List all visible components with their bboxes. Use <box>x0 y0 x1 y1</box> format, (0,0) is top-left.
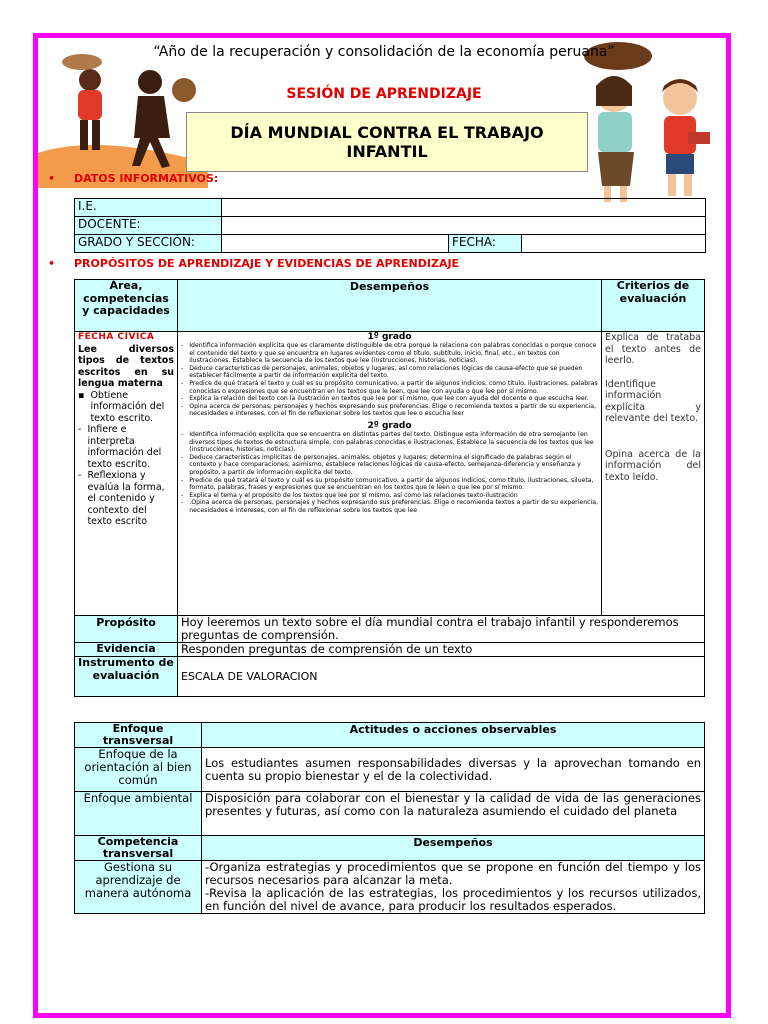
enfoques-table <box>74 722 705 914</box>
header-criterios: Criterios de evaluación <box>602 280 705 332</box>
desempeno-item: - Explica la relación del texto con la ilustración en textos que lee por sí mismo, que lee con ayuda del docente o que escucha leer. <box>181 395 589 403</box>
actitudes-header: Actitudes o acciones observables <box>202 723 705 748</box>
child-labor-illustration-left <box>38 38 208 188</box>
desempeno-item: - Explica el tema y el propósito de los textos que lee por sí mismo, así como las relaciones texto-ilustración <box>181 491 518 499</box>
capacidad-item: ▪ Obtiene información del texto escrito. <box>78 389 165 424</box>
capacidad-item: - Infiere e interpreta información del texto escrito. <box>78 424 162 470</box>
grado-label: GRADO Y SECCIÓN: <box>75 235 222 253</box>
fecha-value[interactable] <box>522 235 706 253</box>
grado-value[interactable] <box>222 235 449 253</box>
header-area: Área, competencias y capacidades <box>75 280 178 332</box>
desempeno-item: - .Opina acerca de personas, personajes y hechos expresando sus preferencias. Elige o recomienda textos a partir de su experiencia, necesidades e intereses, con el fin de reflexionar sobre los textos que lee <box>181 499 598 514</box>
info-table <box>74 198 706 253</box>
grade-1-heading: 1º grado <box>367 332 412 342</box>
ie-value[interactable] <box>222 199 706 217</box>
propositos-table <box>74 279 705 697</box>
instrumento-text: ESCALA DE VALORACION <box>178 657 705 697</box>
header-desempenos: Desempeños <box>178 280 602 332</box>
enfoque-ambiental-label: Enfoque ambiental <box>75 792 202 836</box>
desempeno-item: - Deduce características de personajes, animales, objetos y lugares, así como relaciones lógicas de causa-efecto que se pueden establecer fácilmente a partir de información explícita del texto. <box>181 364 583 380</box>
desempeno-item: - Opina acerca de personas, personajes y hechos expresando sus preferencias. Elige o recomienda textos a partir de su experiencia, necesidades e intereses, con el fin de reflexionar sobre los textos que lee o escucha leer <box>181 402 597 418</box>
desempeno-item: - Predice de qué tratará el texto y cuál es su propósito comunicativo, a partir de algunos indicios, como título, ilustraciones, silueta, formato, palabras, frases y expresiones que se encuentran en los textos que le leen o que lee por sí mismo. <box>181 476 594 492</box>
criterio-item: Identifique información explícita y relevante del texto. <box>605 378 701 424</box>
year-motto: “Año de la recuperación y consolidación de la economía peruana” <box>153 44 615 60</box>
criterios-cell <box>602 332 705 616</box>
proposito-label: Propósito <box>75 616 178 643</box>
session-label: SESIÓN DE APRENDIZAJE <box>286 86 482 102</box>
enfoque-bien-comun-text: Los estudiantes asumen responsabilidades diversas y la aprovechan tomando en cuenta su propio bienestar y el de la colectividad. <box>202 748 705 792</box>
desempeno-item: - Identifica información explícita que es claramente distinguible de otra porque la relaciona con palabras conocidas o porque conoce el contenido del texto y que se encuentra en lugares evidentes como el título, subtítulo, inicio, final, etc., en textos con ilustraciones. Establece la secuencia de los textos que lee (instrucciones, historias, noticias). <box>181 342 597 365</box>
docente-label: DOCENTE: <box>75 217 222 235</box>
grade-1-list <box>181 342 598 418</box>
child-labor-illustration-right <box>568 36 728 206</box>
section-datos-informativos: • DATOS INFORMATIVOS: <box>74 172 218 185</box>
gestiona-label: Gestiona su aprendizaje de manera autónoma <box>75 861 202 914</box>
desempeno-item: - Identifica información explícita que se encuentra en distintas partes del texto. Distingue esta información de otra semejante (en diversos tipos de textos de estructura simple, con palabras conocidas e ilustraciones. Establece la secuencia de los textos que lee (instrucciones, historias, noticias). <box>181 430 594 454</box>
instrumento-label: Instrumento de evaluación <box>75 657 178 697</box>
desempenos-cell <box>178 332 602 616</box>
fecha-label: FECHA: <box>449 235 522 253</box>
desempeno-item: - Deduce características implícitas de personajes, animales, objetos y lugares; determina el significado de palabras según el contexto y hace comparaciones; asimismo, establece relaciones lógicas de causa-efecto, semejanza-diferencia y enseñanza y propósito, a partir de información explícita del texto. <box>181 453 581 476</box>
evidencia-label: Evidencia <box>75 643 178 657</box>
gestiona-item: -Organiza estrategias y procedimientos que se propone en función del tiempo y los recursos necesarios para alcanzar la meta. <box>205 860 701 887</box>
proposito-text: Hoy leeremos un texto sobre el día mundial contra el trabajo infantil y responderemos preguntas de comprensión. <box>178 616 705 643</box>
criterio-item: Opina acerca de la información del texto leído. <box>605 448 701 483</box>
capacidad-item: - Reflexiona y evalúa la forma, el contenido y contexto del texto escrito <box>78 470 165 527</box>
enfoque-bien-comun-label: Enfoque de la orientación al bien común <box>75 748 202 792</box>
desempenos-header-2: Desempeños <box>202 836 705 861</box>
area-cell <box>75 332 178 616</box>
gestiona-text <box>202 861 705 914</box>
criterio-item: Explica de trataba el texto antes de leerlo. <box>605 332 701 366</box>
desempeno-item: - Predice de qué tratará el texto y cuál es su propósito comunicativo, a partir de algunos indicios, como título, ilustraciones, palabras conocidas o expresiones que se encuentran en los textos que le leen, que lee con ayuda o que lee por sí mismo. <box>181 379 598 395</box>
fecha-civica: FECHA CIVICA <box>78 332 155 342</box>
page-title: DÍA MUNDIAL CONTRA EL TRABAJO INFANTIL <box>186 112 588 172</box>
gestiona-item: -Revisa la aplicación de las estrategias, los procedimientos y los recursos utilizados, en función del nivel de avance, para producir los resultados esperados. <box>205 886 701 913</box>
grade-2-list <box>181 431 598 515</box>
competencia-text: Lee diversos tipos de textos escritos en su lengua materna <box>78 343 174 389</box>
competencia-header: Competencia transversal <box>75 836 202 861</box>
enfoque-header: Enfoque transversal <box>75 723 202 748</box>
section-propositos: • PROPÓSITOS DE APRENDIZAJE Y EVIDENCIAS DE APRENDIZAJE <box>74 257 459 270</box>
evidencia-text: Responden preguntas de comprensión de un texto <box>178 643 705 657</box>
docente-value[interactable] <box>222 217 706 235</box>
ie-label: I.E. <box>75 199 222 217</box>
enfoque-ambiental-text: Disposición para colaborar con el bienestar y la calidad de vida de las generaciones presentes y futuras, así como con la naturaleza asumiendo el cuidado del planeta <box>202 792 705 836</box>
grade-2-heading: 2º grado <box>367 420 412 431</box>
